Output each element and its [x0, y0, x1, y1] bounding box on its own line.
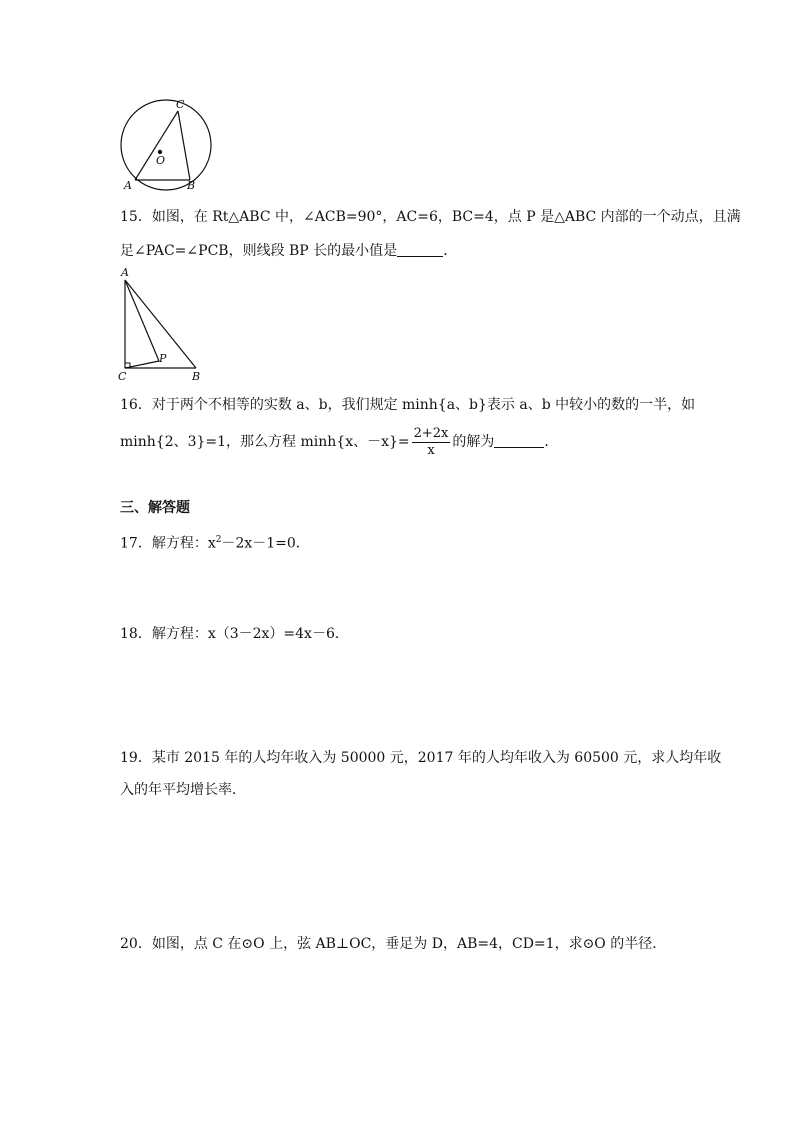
q20-line: 20．如图，点 C 在⊙O 上，弦 AB⊥OC，垂足为 D，AB=4，CD=1，求⊙O 的半径．: [120, 936, 667, 952]
triangle-figure: [112, 264, 212, 384]
fraction-numerator: 2+2x: [413, 425, 449, 441]
q19-line2: 入的年平均增长率．: [120, 782, 246, 798]
q16-text-2: 的解为: [452, 434, 495, 450]
q17-line: [120, 531, 310, 553]
circle-o: [121, 100, 211, 190]
q19-line1: 19．某市 2015 年的人均年收入为 50000 元，2017 年的人均年收入为 60500 元，求人均年收: [120, 750, 722, 766]
q16-text: minh{2、3}=1，那么方程 minh{x、－x}=: [120, 434, 410, 450]
q15-line1: 15．如图，在 Rt△ABC 中，∠ACB=90°，AC=6，BC=4，点 P 是△ABC 内部的一个动点，且满: [120, 209, 741, 225]
chord-cb: [178, 111, 190, 180]
q16-line1: 16．对于两个不相等的实数 a、b，我们规定 minh{a、b}表示 a、b 中较小的数的一半，如: [120, 397, 696, 413]
chord-ca: [135, 111, 178, 180]
q16-fraction: [412, 426, 451, 459]
q15-answer-blank: [397, 242, 443, 257]
q17-suffix: －2x－1=0．: [221, 535, 310, 552]
q16-line2: [120, 422, 558, 462]
label-b: B: [187, 179, 196, 192]
q17-prefix: 17．解方程：x: [120, 535, 216, 552]
q16-answer-blank: [494, 433, 544, 448]
q15-end: ．: [443, 243, 458, 259]
section-heading: 三、解答题: [120, 500, 190, 516]
q16-end: ．: [544, 434, 559, 450]
q18-line: 18．解方程：x（3－2x）=4x－6．: [120, 626, 349, 642]
q17-exponent: 2: [215, 535, 222, 545]
segment-ap: [125, 280, 159, 361]
fraction-denominator: x: [427, 442, 435, 458]
q15-text: 足∠PAC=∠PCB，则线段 BP 长的最小值是: [120, 243, 398, 259]
label-p: P: [159, 352, 167, 365]
label-a: A: [124, 179, 132, 192]
label-c: C: [118, 370, 127, 383]
circle-figure: [112, 96, 224, 196]
label-o: O: [156, 154, 166, 167]
label-a: A: [121, 266, 129, 279]
label-c: C: [176, 98, 185, 111]
label-b: B: [192, 370, 201, 383]
q15-line2: [120, 242, 457, 260]
